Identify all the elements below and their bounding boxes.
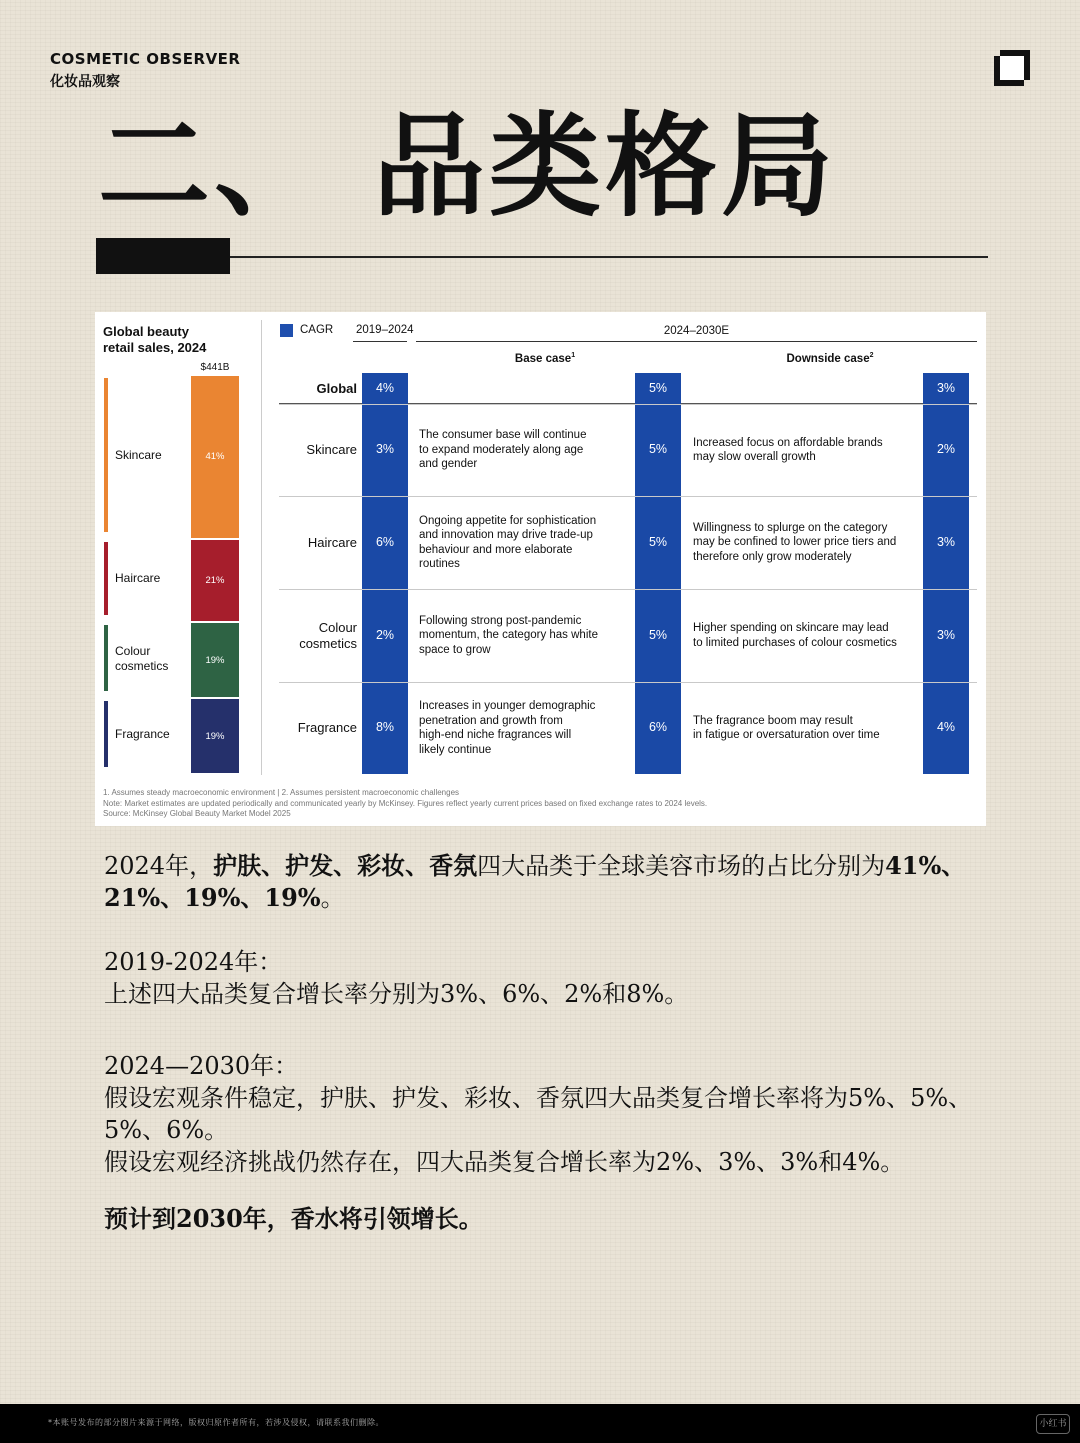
footnote-1: 1. Assumes steady macroeconomic environment | 2. Assumes persistent macroeconomic challenges <box>103 788 460 797</box>
legend-label: CAGR <box>300 324 334 336</box>
row-label-haircare: Haircare <box>307 534 357 550</box>
platform-tag: 小红书 <box>1036 1414 1070 1434</box>
p1-a: 2024年， <box>104 852 214 880</box>
base-note-skincare: The consumer base will continue to expand moderately along age and gender <box>419 429 587 471</box>
p3-line1: 假设宏观条件稳定，护肤、护发、彩妆、香氛四大品类复合增长率将为5%、5%、 <box>104 1084 973 1112</box>
chart-footnotes <box>103 788 707 820</box>
stack-segment-colour-cosmetics: 19% <box>191 623 239 697</box>
downside-note-skincare: Increased focus on affordable brands may slow overall growth <box>693 436 883 463</box>
title-rule <box>230 256 988 258</box>
legend-swatch <box>280 324 293 337</box>
page-title: 二、 品类格局 <box>98 101 837 232</box>
chart-card <box>95 312 986 826</box>
downside-note-colour-cosmetics: Higher spending on skincare may lead to limited purchases of colour cosmetics <box>693 622 897 649</box>
p1-c: 四大品类于全球美容市场的占比分别为 <box>477 852 886 880</box>
cagr-column-2019-2024 <box>362 373 408 774</box>
paragraph-2024-2030 <box>104 1050 972 1178</box>
cagr-column-downside <box>923 373 969 774</box>
title-underline-block <box>96 238 230 274</box>
cagr-2019-2024-haircare: 6% <box>375 534 395 549</box>
category-marker-skincare <box>104 378 108 532</box>
cagr-base-colour-cosmetics: 5% <box>648 627 668 642</box>
base-note-fragrance: Increases in younger demographic penetration and growth from high-end niche fragrances will likely continue <box>419 700 596 756</box>
copyright-note: *本账号发布的部分图片来源于网络，版权归原作者所有，若涉及侵权，请联系我们删除。 <box>48 1418 384 1427</box>
p1-share-skincare: 41%、 <box>885 851 966 880</box>
period-1-rule <box>353 341 407 342</box>
cagr-2019-2024-skincare: 3% <box>375 442 395 456</box>
row-label-global: Global <box>316 380 357 396</box>
cagr-downside-colour-cosmetics: 3% <box>936 627 956 642</box>
cagr-downside-skincare: 2% <box>936 442 956 456</box>
brand-name-zh: 化妆品观察 <box>50 74 120 90</box>
footnote-3: Source: McKinsey Global Beauty Market Model 2025 <box>103 809 291 818</box>
cagr-2019-2024-fragrance: 8% <box>375 720 395 734</box>
base-note-haircare: Ongoing appetite for sophistication and innovation may drive trade-up behaviour and more elaborate routines <box>419 514 597 570</box>
downside-note-haircare: Willingness to splurge on the category may be confined to lower price tiers and therefore only grow moderately <box>693 521 897 563</box>
downside-note-fragrance: The fragrance boom may result in fatigue or oversaturation over time <box>693 714 880 741</box>
paragraph-conclusion: 预计到2030年，香水将引领增长。 <box>104 1204 483 1233</box>
downside-case-header <box>725 352 935 365</box>
category-label-haircare: Haircare <box>115 571 161 586</box>
category-marker-haircare <box>104 542 108 616</box>
left-panel-title-line2: retail sales, 2024 <box>103 340 207 355</box>
cagr-base-haircare: 5% <box>648 534 668 549</box>
p1-end: 。 <box>320 884 345 912</box>
period-2-header: 2024–2030E <box>663 325 730 337</box>
stack-segment-fragrance: 19% <box>191 699 239 773</box>
category-marker-colour-cosmetics <box>104 625 108 691</box>
left-panel-title <box>103 324 206 356</box>
base-case-sup: 1 <box>571 352 576 359</box>
brand-name-en: COSMETIC OBSERVER <box>50 50 241 68</box>
base-case-label: Base case <box>514 352 572 365</box>
footnote-2: Note: Market estimates are updated periodically and communicated yearly by McKinsey. Figures reflect yearly current prices based on fixed exchange rates to 2024 levels. <box>103 798 708 808</box>
row-separator-colour-cosmetics <box>279 589 977 590</box>
downside-case-label: Downside case <box>786 352 870 365</box>
row-separator-fragrance <box>279 682 977 683</box>
category-label-skincare: Skincare <box>115 447 162 462</box>
p3-heading: 2024—2030年： <box>104 1052 299 1080</box>
brand <box>50 50 240 91</box>
stack-segment-skincare: 41% <box>191 376 239 538</box>
cagr-base-fragrance: 6% <box>648 720 668 734</box>
paragraph-2019-2024 <box>104 946 688 1010</box>
p2-text: 上述四大品类复合增长率分别为3%、6%、2%和8%。 <box>104 980 689 1008</box>
base-note-colour-cosmetics: Following strong post-pandemic momentum, the category has white space to grow <box>419 614 598 656</box>
cagr-2019-2024-global: 4% <box>375 380 395 395</box>
paragraph-shares <box>104 850 1034 914</box>
period-1-header: 2019–2024 <box>356 324 414 336</box>
row-separator-skincare <box>279 404 977 405</box>
cagr-downside-fragrance: 4% <box>936 720 956 734</box>
footer-bar <box>0 1404 1080 1443</box>
category-label-colour-cosmetics: Colour cosmetics <box>115 644 169 674</box>
downside-case-sup: 2 <box>869 352 874 359</box>
p1-categories: 护肤、护发、彩妆、香氛 <box>213 851 478 880</box>
cagr-downside-haircare: 3% <box>936 534 956 549</box>
left-panel-title-line1: Global beauty <box>103 324 189 339</box>
cagr-base-skincare: 5% <box>648 442 668 456</box>
category-marker-fragrance <box>104 701 108 767</box>
brand-logo-icon <box>994 50 1030 86</box>
cagr-2019-2024-colour-cosmetics: 2% <box>375 627 395 642</box>
p2-heading: 2019-2024年： <box>104 948 283 976</box>
base-case-header <box>440 352 650 365</box>
cagr-column-base <box>635 373 681 774</box>
row-label-skincare: Skincare <box>306 442 357 457</box>
stack-segment-haircare: 21% <box>191 540 239 622</box>
period-2-rule <box>416 341 977 342</box>
panel-divider <box>261 320 262 775</box>
cagr-base-global: 5% <box>648 380 668 395</box>
p1-shares-rest: 21%、19%、19% <box>104 883 321 912</box>
row-label-colour-cosmetics: Colour cosmetics <box>299 619 357 651</box>
cagr-downside-global: 3% <box>936 380 956 395</box>
total-sales-label: $441B <box>200 362 230 373</box>
p3-line3: 假设宏观经济挑战仍然存在，四大品类复合增长率为2%、3%、3%和4%。 <box>104 1148 905 1176</box>
category-label-fragrance: Fragrance <box>115 727 170 742</box>
row-separator-haircare <box>279 496 977 497</box>
p3-line2: 5%、6%。 <box>104 1116 229 1144</box>
row-label-fragrance: Fragrance <box>297 720 357 735</box>
